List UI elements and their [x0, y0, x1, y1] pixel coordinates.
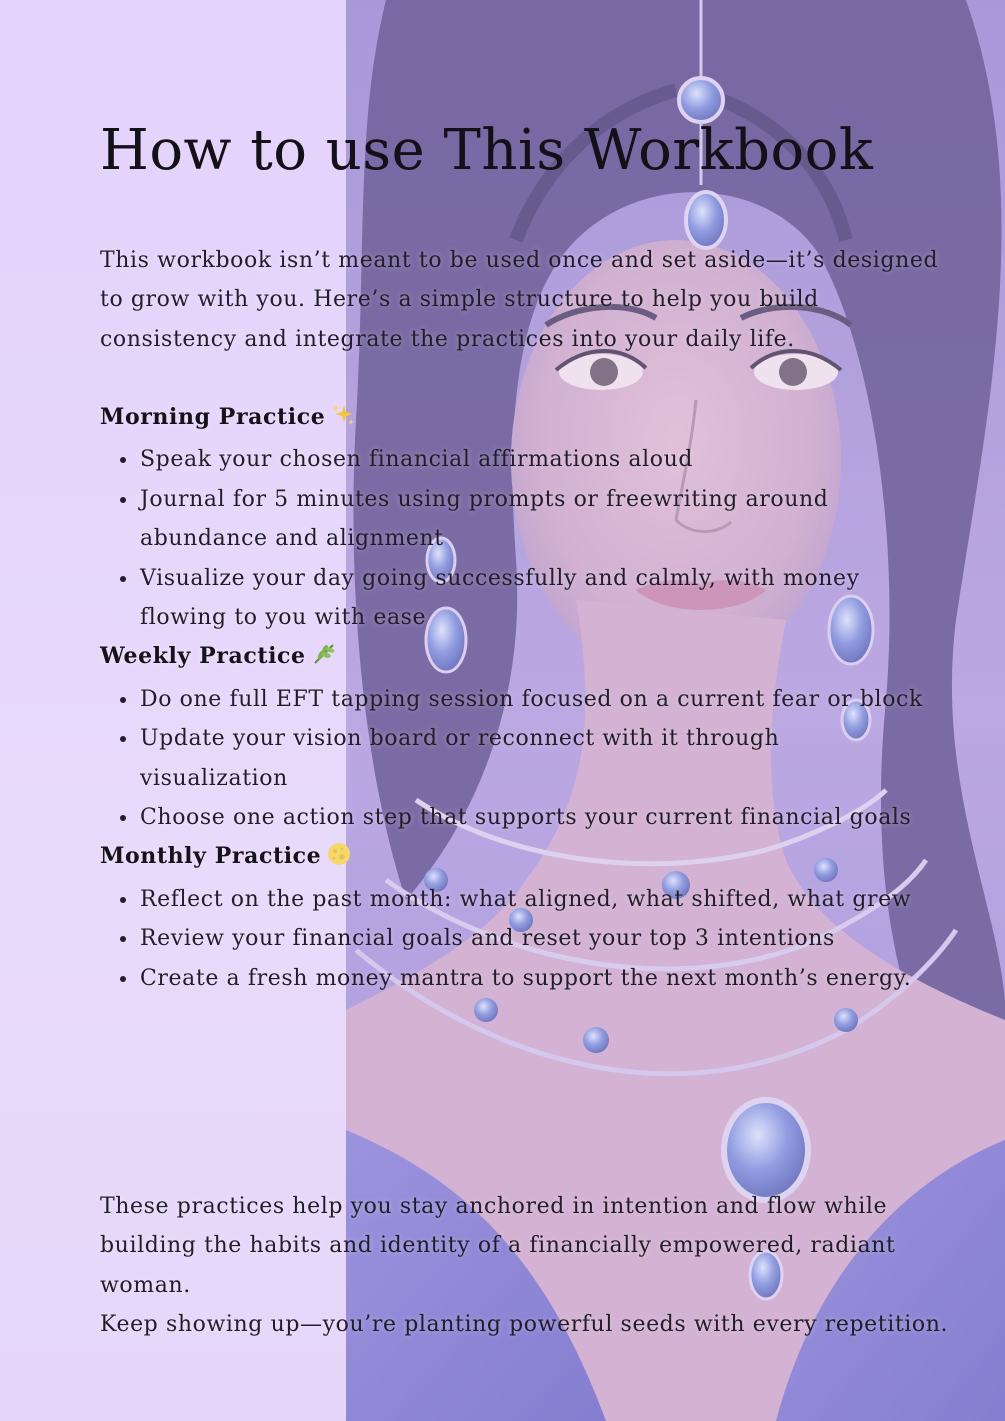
list-item: Reflect on the past month: what aligned, what shifted, what grew	[140, 880, 930, 919]
practices-list	[100, 398, 950, 998]
list-item: Choose one action step that supports your current financial goals	[140, 798, 930, 837]
list-item: Create a fresh money mantra to support the next month’s energy.	[140, 959, 930, 998]
monthly-practice-section	[100, 837, 950, 998]
section-heading	[100, 398, 950, 440]
section-heading-text: Monthly Practice	[100, 843, 322, 870]
herb-icon	[312, 640, 336, 679]
section-heading	[100, 837, 950, 879]
weekly-practice-section	[100, 637, 950, 837]
page-content	[100, 0, 960, 1421]
section-heading	[100, 637, 950, 679]
intro-paragraph: This workbook isn’t meant to be used once and set aside—it’s designed to grow with you. Here’s a simple structure to help you build consistency and integrate the practices into your daily life.	[100, 248, 939, 352]
morning-practice-section	[100, 398, 950, 637]
list-item: Update your vision board or reconnect with it through visualization	[140, 719, 930, 798]
sparkles-icon	[331, 401, 355, 440]
page-title: How to use This Workbook	[100, 118, 874, 183]
closing-line: These practices help you stay anchored in intention and flow while building the habits and identity of a financially empowered, radiant woman.	[100, 1194, 896, 1298]
list-item: Do one full EFT tapping session focused on a current fear or block	[140, 680, 930, 719]
list-item: Visualize your day going successfully and calmly, with money flowing to you with ease	[140, 559, 930, 638]
section-heading-text: Morning Practice	[100, 404, 326, 430]
full-moon-icon	[327, 840, 351, 879]
list-item: Journal for 5 minutes using prompts or freewriting around abundance and alignment	[140, 480, 930, 559]
section-heading-text: Weekly Practice	[100, 643, 306, 670]
list-item: Speak your chosen financial affirmations aloud	[140, 440, 930, 479]
closing-paragraph	[100, 1187, 950, 1345]
list-item: Review your financial goals and reset your top 3 intentions	[140, 919, 930, 958]
closing-line: Keep showing up—you’re planting powerful seeds with every repetition.	[100, 1312, 949, 1338]
